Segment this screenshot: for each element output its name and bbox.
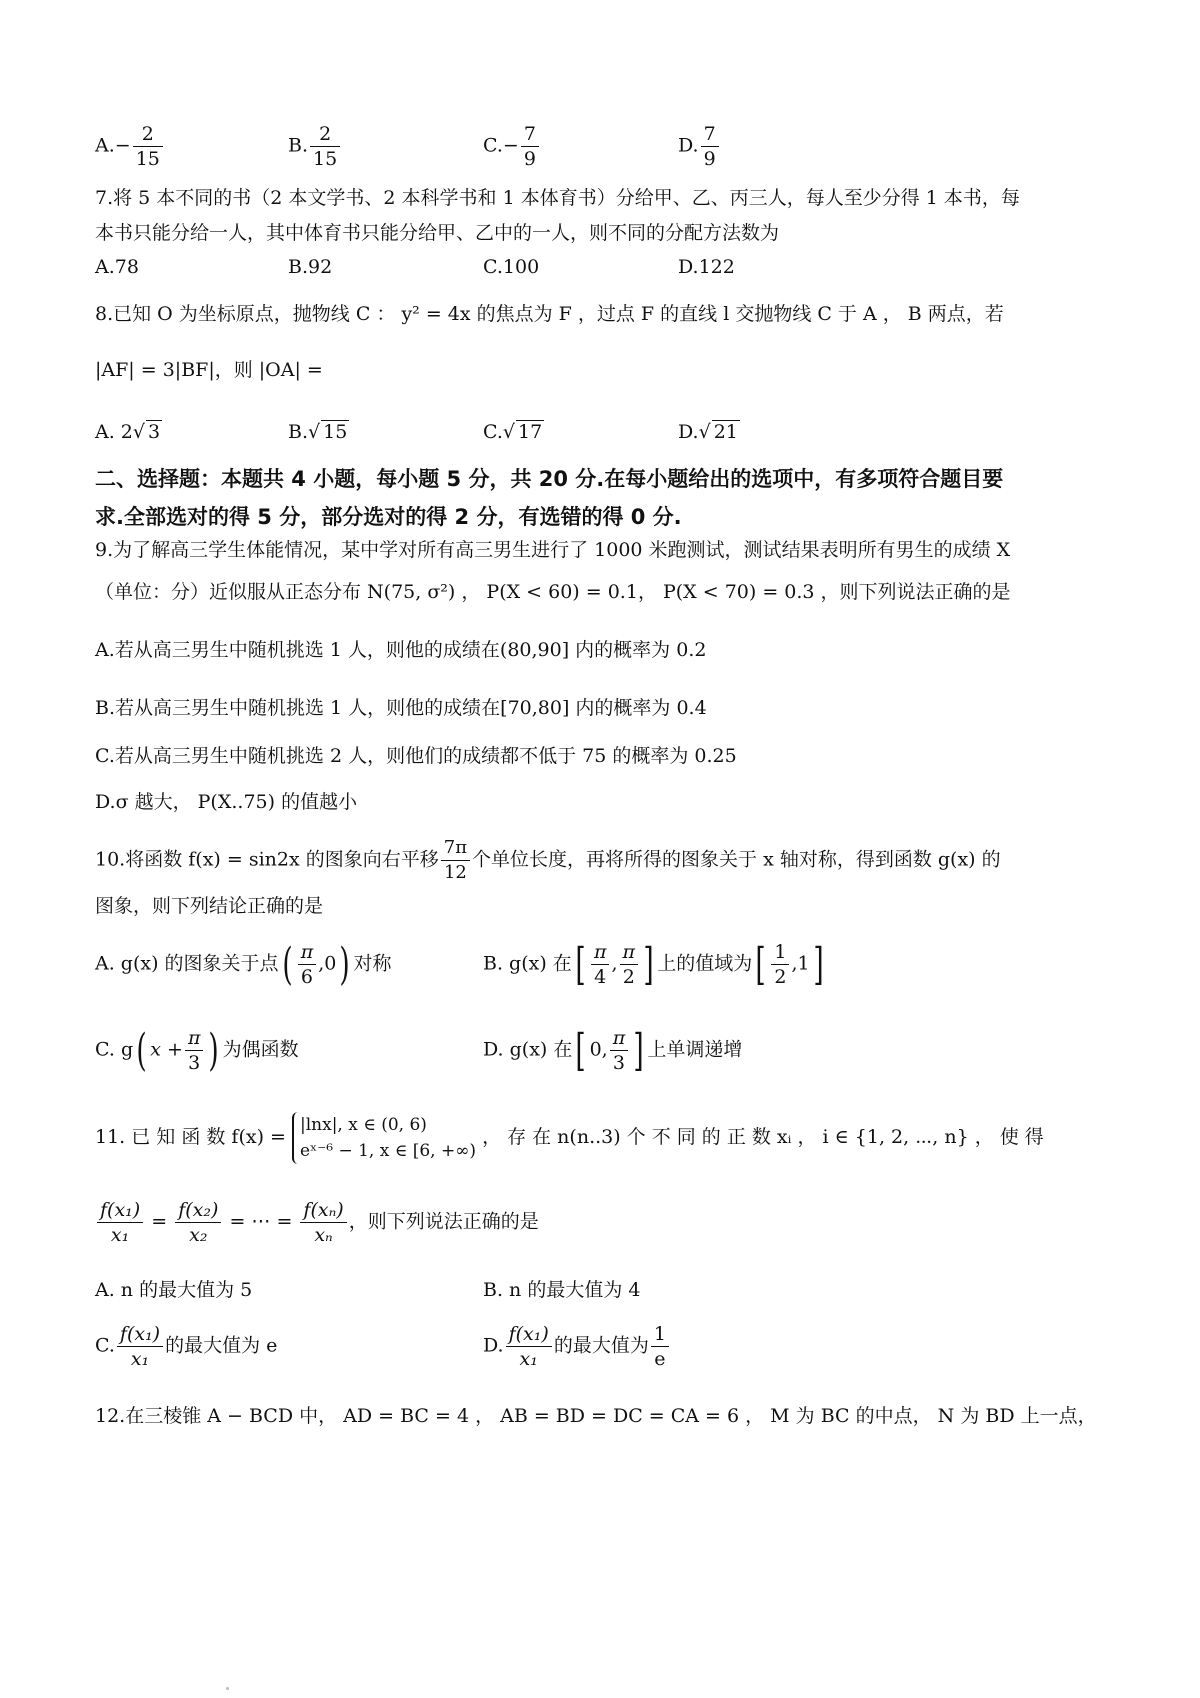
q6-option-a: A.− $\frac{2}{15}$: [95, 122, 165, 171]
q10-option-b: B. g(x) 在[ $\frac{\pi}{4}$ , $\frac{\pi}{2}$ ] 上的值域为[ $\frac{1}{2}$ ,1]: [483, 938, 824, 990]
q10-option-a: A. g(x) 的图象关于点( $\frac{\pi}{6}$ ,0) 对称: [95, 938, 392, 990]
q12-line-1: 12.在三棱锥 A − BCD 中， AD = BC = 4 ， AB = BD = DC = CA = 6 ， M 为 BC 的中点， N 为 BD 上一点，: [95, 1405, 1097, 1427]
q11-line-1: 11. 已 知 函 数 f(x) = |lnx|, x ∈ (0, 6) eˣ⁻⁶ − 1, x ∈ [6, +∞) ， 存 在 n(n..3) 个 不 同 的 正 数 xᵢ ， i ∈ {1, 2, ⋯, n} ， 使 得: [95, 1112, 1044, 1164]
section-2-heading-line-2: 求.全部选对的得 5 分，部分选对的得 2 分，有选错的得 0 分.: [95, 505, 682, 529]
q10-line-1: 10.将函数 f(x) = sin2x 的图象向右平移 $\frac{7\pi}{12}$ 个单位长度，再将所得的图象关于 x 轴对称，得到函数 g(x) 的: [95, 837, 1001, 883]
q9-line-1: 9.为了解高三学生体能情况，某中学对所有高三男生进行了 1000 米跑测试，测试结果表明所有男生的成绩 X: [95, 539, 1011, 561]
q11-equation-line: $\frac{\text{f(x₁)}}{\text{x₁}}$ = $\frac{\text{f(x₂)}}{\text{x₂}}$ = ⋯ = $\frac{\text{f(xₙ)}}{\text{xₙ}}$ ，则下列说法正确的是: [95, 1198, 539, 1247]
q9-option-c: C.若从高三男生中随机挑选 2 人，则他们的成绩都不低于 75 的概率为 0.25: [95, 745, 737, 767]
q7-option-c: C.100: [483, 256, 540, 278]
q8-option-b: B.√ 15: [288, 421, 348, 443]
q7-option-a: A.78: [95, 256, 139, 278]
q11-option-b: B. n 的最大值为 4: [483, 1279, 641, 1301]
q10-line-2: 图象，则下列结论正确的是: [95, 895, 324, 917]
q6-option-c: C.− $\frac{7}{9}$: [483, 122, 541, 171]
q9-option-b: B.若从高三男生中随机挑选 1 人，则他的成绩在[70,80] 内的概率为 0.4: [95, 697, 707, 719]
q7-line-2: 本书只能分给一人，其中体育书只能分给甲、乙中的一人，则不同的分配方法数为: [95, 222, 780, 244]
footer-dot: [226, 1687, 229, 1690]
q7-option-b: B.92: [288, 256, 333, 278]
q11-option-d: D. $\frac{\text{f(x₁)}}{\text{x₁}}$ 的最大值为 $\frac{1}{e}$: [483, 1322, 671, 1371]
section-2-heading-line-1: 二、选择题：本题共 4 小题，每小题 5 分，共 20 分.在每小题给出的选项中，有多项符合题目要: [95, 467, 1004, 491]
q7-option-d: D.122: [678, 256, 735, 278]
q9-line-2: （单位：分）近似服从正态分布 N(75, σ²) ， P(X < 60) = 0.1， P(X < 70) = 0.3 ，则下列说法正确的是: [95, 581, 1011, 603]
q8-option-c: C.√ 17: [483, 421, 543, 443]
q8-option-d: D.√ 21: [678, 421, 738, 443]
q8-line-1: 8.已知 O 为坐标原点，抛物线 C ： y² = 4x 的焦点为 F ，过点 F 的直线 l 交抛物线 C 于 A ， B 两点，若: [95, 303, 1004, 325]
q6-option-b: B. $\frac{2}{15}$: [288, 122, 342, 171]
q10-option-d: D. g(x) 在[ 0, $\frac{\pi}{3}$ ] 上单调递增: [483, 1024, 743, 1076]
q9-option-d: D.σ 越大， P(X..75) 的值越小: [95, 791, 358, 813]
q7-line-1: 7.将 5 本不同的书（2 本文学书、2 本科学书和 1 本体育书）分给甲、乙、丙三人，每人至少分得 1 本书，每: [95, 187, 1020, 209]
q8-option-a: A. 2√ 3: [95, 421, 161, 443]
q11-option-c: C. $\frac{\text{f(x₁)}}{\text{x₁}}$ 的最大值为 e: [95, 1323, 278, 1370]
q8-line-2: |AF| = 3|BF|，则 |OA| =: [95, 359, 323, 381]
q10-option-c: C. g( x + $\frac{\pi}{3}$ ) 为偶函数: [95, 1024, 299, 1076]
q6-option-d: D. $\frac{7}{9}$: [678, 122, 721, 171]
q11-option-a: A. n 的最大值为 5: [95, 1279, 253, 1301]
q9-option-a: A.若从高三男生中随机挑选 1 人，则他的成绩在(80,90] 内的概率为 0.2: [95, 639, 707, 661]
